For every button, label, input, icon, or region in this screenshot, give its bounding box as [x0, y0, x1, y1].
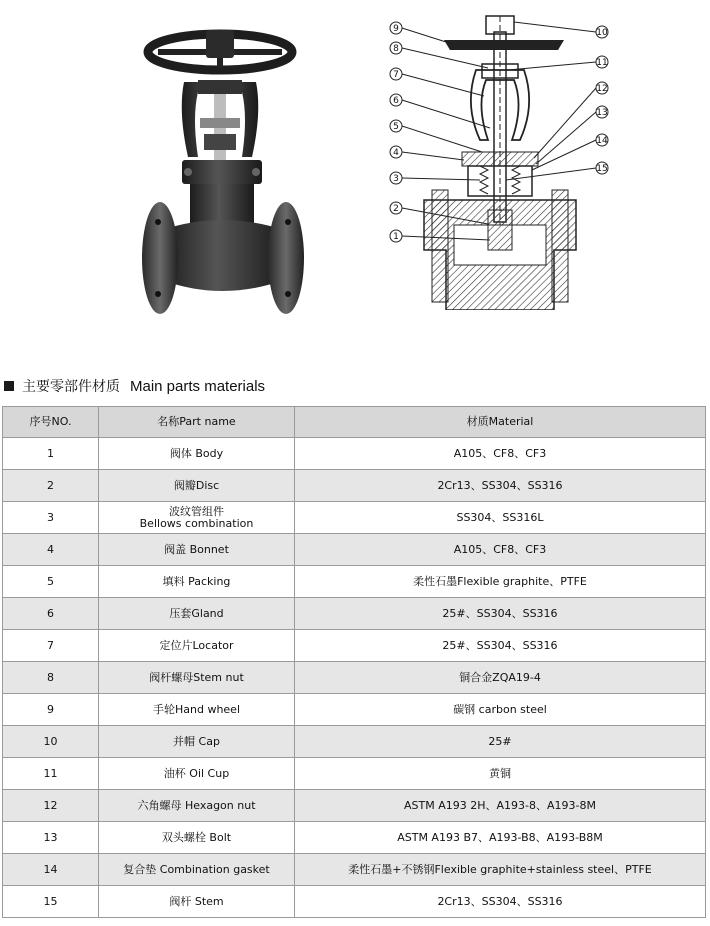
svg-text:8: 8 [393, 44, 399, 54]
cell-material: 柔性石墨Flexible graphite、PTFE [295, 566, 706, 598]
table-row [3, 662, 706, 694]
cell-no: 5 [3, 566, 99, 598]
table-row [3, 758, 706, 790]
cell-part-name [99, 630, 295, 662]
cell-no: 7 [3, 630, 99, 662]
svg-text:11: 11 [596, 58, 608, 68]
valve-section-diagram [384, 10, 614, 310]
callout-10 [514, 22, 608, 38]
table-row [3, 694, 706, 726]
cell-no: 14 [3, 854, 99, 886]
table-row [3, 630, 706, 662]
callout-6 [390, 94, 490, 128]
svg-text:7: 7 [393, 70, 399, 80]
table-row [3, 726, 706, 758]
cell-no: 15 [3, 886, 99, 918]
parts-materials-table [2, 406, 706, 918]
section-title-en: Main parts materials [130, 377, 266, 395]
part-name-line: 填料 Packing [162, 574, 231, 588]
table-row [3, 854, 706, 886]
part-name-line: 并帽 Cap [173, 734, 220, 748]
callout-4 [390, 146, 464, 160]
table-row [3, 790, 706, 822]
cell-no: 13 [3, 822, 99, 854]
callout-7 [390, 68, 484, 96]
cell-material: ASTM A193 2H、A193-8、A193-8M [295, 790, 706, 822]
cell-no: 12 [3, 790, 99, 822]
svg-text:13: 13 [596, 108, 608, 118]
cell-part-name [99, 886, 295, 918]
cell-material: 2Cr13、SS304、SS316 [295, 470, 706, 502]
heading-square-icon [4, 381, 14, 391]
cell-no: 3 [3, 502, 99, 534]
part-name-line: 双头螺栓 Bolt [161, 830, 232, 844]
callout-12 [534, 82, 608, 158]
header-no: 序号NO. [3, 407, 99, 438]
cell-part-name [99, 694, 295, 726]
cell-no: 10 [3, 726, 99, 758]
cell-material: 碳钢 carbon steel [295, 694, 706, 726]
header-part-name: 名称Part name [99, 407, 295, 438]
cell-no: 8 [3, 662, 99, 694]
cell-part-name [99, 502, 295, 534]
section-title-cn: 主要零部件材质 [22, 379, 120, 395]
header-material: 材质Material [295, 407, 706, 438]
part-name-line: 复合垫 Combination gasket [123, 862, 270, 876]
section-heading [4, 376, 265, 396]
callout-9 [390, 22, 446, 42]
svg-text:1: 1 [393, 232, 399, 242]
part-name-line: 油杯 Oil Cup [163, 766, 230, 780]
cell-part-name [99, 598, 295, 630]
cell-material: 25#、SS304、SS316 [295, 598, 706, 630]
part-name-line: 六角螺母 Hexagon nut [137, 798, 256, 812]
cell-no: 1 [3, 438, 99, 470]
cell-part-name [99, 790, 295, 822]
cell-part-name [99, 662, 295, 694]
cell-no: 2 [3, 470, 99, 502]
table-row [3, 598, 706, 630]
svg-text:14: 14 [596, 136, 608, 146]
table-header-row [3, 407, 706, 438]
cell-part-name [99, 822, 295, 854]
table-row [3, 886, 706, 918]
cell-part-name [99, 470, 295, 502]
cell-material: 铜合金ZQA19-4 [295, 662, 706, 694]
svg-text:9: 9 [393, 24, 399, 34]
cell-material: 2Cr13、SS304、SS316 [295, 886, 706, 918]
cell-material: 柔性石墨+不锈钢Flexible graphite+stainless steel、PTFE [295, 854, 706, 886]
cell-part-name [99, 726, 295, 758]
svg-text:10: 10 [596, 28, 608, 38]
table-row [3, 438, 706, 470]
svg-text:4: 4 [393, 148, 399, 158]
cell-material: 25# [295, 726, 706, 758]
cell-no: 4 [3, 534, 99, 566]
part-name-line-2: Bellows combination [139, 516, 254, 530]
cell-no: 9 [3, 694, 99, 726]
part-name-line: 阀杆 Stem [169, 894, 224, 908]
svg-text:3: 3 [393, 174, 399, 184]
part-name-line: 手轮Hand wheel [152, 702, 241, 716]
part-name-line: 定位片Locator [159, 638, 234, 652]
svg-text:12: 12 [596, 84, 608, 94]
cell-part-name [99, 758, 295, 790]
part-name-line: 阀盖 Bonnet [164, 542, 229, 556]
callout-5 [390, 120, 482, 152]
callout-11 [508, 56, 608, 70]
table-row [3, 502, 706, 534]
table-row [3, 822, 706, 854]
svg-text:2: 2 [393, 204, 399, 214]
part-name-line: 波纹管组件 [169, 504, 224, 518]
svg-text:15: 15 [596, 164, 608, 174]
cell-no: 6 [3, 598, 99, 630]
table-row [3, 470, 706, 502]
cell-material: SS304、SS316L [295, 502, 706, 534]
part-name-line: 阀体 Body [169, 446, 224, 460]
callout-3 [390, 172, 480, 184]
cell-material: 25#、SS304、SS316 [295, 630, 706, 662]
cell-material: A105、CF8、CF3 [295, 534, 706, 566]
cell-part-name [99, 854, 295, 886]
svg-text:5: 5 [393, 122, 399, 132]
table-row [3, 566, 706, 598]
svg-text:6: 6 [393, 96, 399, 106]
cell-material: 黄铜 [295, 758, 706, 790]
cell-material: ASTM A193 B7、A193-B8、A193-B8M [295, 822, 706, 854]
part-name-line: 压套Gland [169, 606, 224, 620]
part-name-line: 阀瓣Disc [173, 478, 220, 492]
cell-no: 11 [3, 758, 99, 790]
part-name-line: 阀杆螺母Stem nut [149, 670, 244, 684]
cell-part-name [99, 566, 295, 598]
valve-photo [138, 22, 306, 314]
cell-part-name [99, 438, 295, 470]
cell-material: A105、CF8、CF3 [295, 438, 706, 470]
cell-part-name [99, 534, 295, 566]
table-row [3, 534, 706, 566]
